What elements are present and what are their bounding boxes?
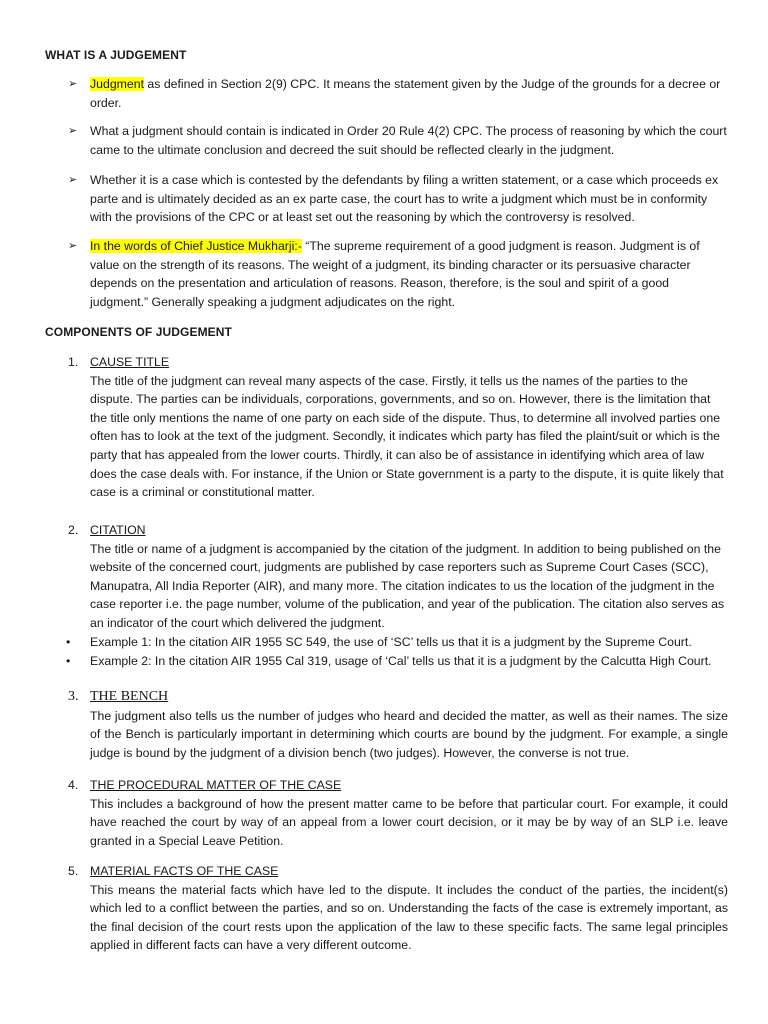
citation-example-2 [66,652,736,671]
component-title: THE PROCEDURAL MATTER OF THE CASE [90,778,342,792]
intro-point-4 [68,237,728,311]
item-number: 2. [68,523,79,537]
component-title: CAUSE TITLE [90,355,170,369]
intro-point-text: Whether it is a case which is contested by the defendants by filing a written statement, or a case which proceeds ex parte and is ultimately decided as an ex parte case, the court has to write a judgment which must be in conformity with the provisions of the CPC or at least set out the reasoning by which the controversy is resolved. [90,173,719,225]
item-number: 3. [68,689,79,704]
component-body: The title or name of a judgment is accompanied by the citation of the judgment. In addition to being published on the website of the concerned court, judgments are published by case reporters such as Supreme Court Cases (SCC), Manupatra, All India Reporter (AIR), and many more. The citation indicates to us the location of the judgment in the case reporter i.e. the page number, volume of the publication, and year of the publication. The citation also serves as an indicator of the court which delivered the judgment. [90,541,725,630]
citation-example-1 [66,633,736,652]
bullet-dot-icon: • [66,654,71,668]
item-number: 1. [68,355,79,369]
intro-point-text: as defined in Section 2(9) CPC. It means the statement given by the Judge of the grounds for a decree or order. [90,77,721,110]
intro-point-text: What a judgment should contain is indicated in Order 20 Rule 4(2) CPC. The process of reasoning by which the court came to the ultimate conclusion and decreed the suit should be reflected clearly in the judgment. [90,124,727,157]
item-number: 4. [68,778,79,792]
example-text: Example 2: In the citation AIR 1955 Cal 319, usage of ‘Cal’ tells us that it is a judgment by the Calcutta High Court. [90,654,712,668]
intro-point-1 [68,75,728,112]
component-body: This includes a background of how the present matter came to be before that particular court. For example, it could have reached the court by way of an appeal from a lower court decision, or it may be by way of an SLP i.e. leave granted in a Special Leave Petition. [90,796,728,848]
example-text: Example 1: In the citation AIR 1955 SC 549, the use of ‘SC’ tells us that it is a judgment by the Supreme Court. [90,635,692,649]
component-body: This means the material facts which have led to the dispute. It includes the conduct of the parties, the incident(s) which led to a conflict between the parties, and so on. Understanding the facts of the case is extremely important, as the final decision of the court rests upon the application of the law to these specific facts. The same legal principles applied in different facts can have a very different outcome. [90,882,728,953]
arrow-bullet-icon: ➢ [68,174,78,186]
component-body: The judgment also tells us the number of judges who heard and decided the matter, as well as their names. The size of the Bench is particularly important in determining which courts are bound by the judgment. For example, a single judge is bound by the judgment of a division bench (two judges). However, the converse is not true. [90,708,728,760]
highlighted-term: Judgment [90,77,145,91]
heading-components: COMPONENTS OF JUDGEMENT [45,325,232,339]
item-number: 5. [68,864,79,878]
highlighted-quote-attribution: In the words of Chief Justice Mukharji:- [90,239,302,253]
component-title: CITATION [90,523,146,537]
arrow-bullet-icon: ➢ [68,125,78,137]
component-cause-title [68,353,728,502]
intro-point-text: “The supreme requirement of a good judgment is reason. Judgment is of value on the strength of its reasons. The weight of a judgment, its binding character or its persuasive character depends on the presentation and articulation of reasons. Reason, therefore, is the soul and spirit of a good judgment.” Generally speaking a judgment adjudicates on the right. [90,239,700,309]
component-the-bench [68,688,728,762]
component-body: The title of the judgment can reveal many aspects of the case. Firstly, it tells us the names of the parties to the dispute. The parties can be individuals, corporations, governments, and so on. However, there is the limitation that the title only mentions the name of one party on each side of the dispute. Thus, to determine all involved parties one often has to look at the text of the judgment. Secondly, it indicates which party has filed the plaint/suit or which is the party that has appealed from the lower courts. Thirdly, it can also be of assistance in identifying which area of law does the case deals with. For instance, if the Union or State government is a party to the dispute, it is quite likely that case is a criminal or constitutional matter. [90,373,724,500]
intro-point-3 [68,171,728,227]
component-title: MATERIAL FACTS OF THE CASE [90,864,279,878]
component-citation [68,521,728,633]
bullet-dot-icon: • [66,635,71,649]
intro-point-2 [68,122,728,159]
component-title: THE BENCH [90,689,169,704]
arrow-bullet-icon: ➢ [68,240,78,252]
heading-what-is-judgement: WHAT IS A JUDGEMENT [45,48,187,62]
component-procedural-matter [68,776,728,850]
component-material-facts [68,862,728,955]
arrow-bullet-icon: ➢ [68,78,78,90]
